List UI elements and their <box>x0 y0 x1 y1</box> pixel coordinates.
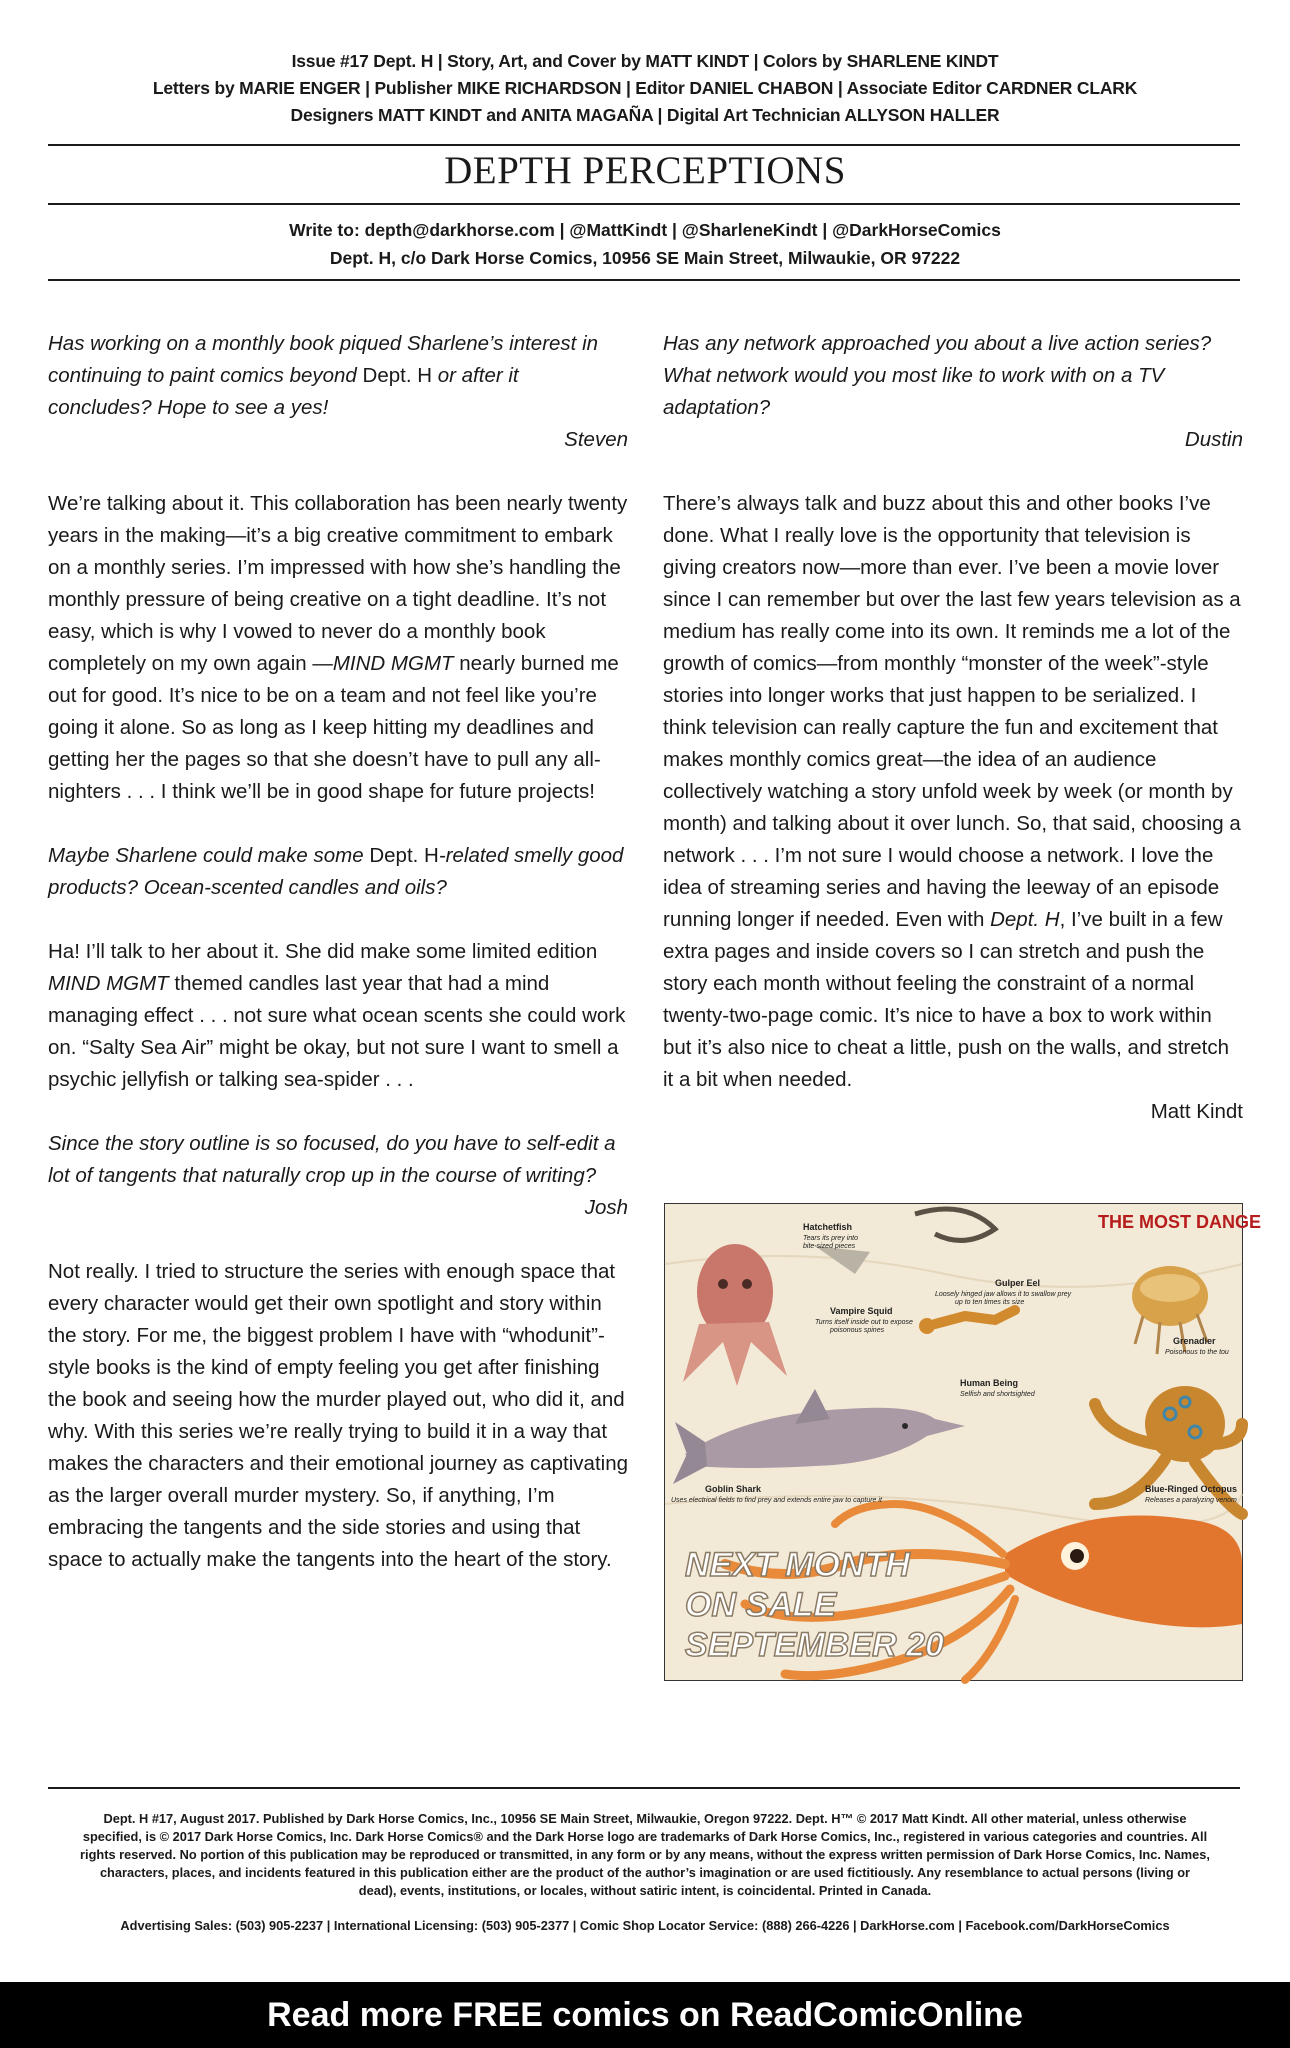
creature-label: Goblin Shark <box>705 1484 762 1494</box>
page-title: DEPTH PERCEPTIONS <box>444 149 846 192</box>
divider <box>48 279 1240 281</box>
reader-signature: Dustin <box>1184 428 1243 451</box>
creature-label: Blue-Ringed Octopus <box>1145 1484 1237 1494</box>
contact-line: Dept. H, c/o Dark Horse Comics, 10956 SE Main Street, Milwaukie, OR 97222 <box>329 248 961 268</box>
creator-answer: There’s always talk and buzz about this and other books I’ve done. What I really love is the opportunity that television is giving creators now—more than ever. I’ve been a movie lover since I can remember but over the last few years television as a medium has really come into its own. It reminds me a lot of the growth of comics—from monthly “monster of the week”-style stories into longer works that just happen to be serialized. I think television can really capture the fun and excitement that makes monthly comics great—the idea of an audience collectively watching a story unfold week by week (or month by month) and talking about it over lunch. So, that said, choosing a network . . . I’m not sure I would choose a network. I love the idea of streaming series and having the leeway of an episode running longer if needed. Even with Dept. H, I’ve built in a few extra pages and inside covers so I can stretch and push the story each month without feeling the constraint of a normal twenty-two-page comic. It’s nice to have a box to work within but it’s also nice to cheat a little, push on the walls, and stretch it a bit when needed. <box>663 492 1241 1091</box>
promo-callout-line: ON SALE <box>685 1586 837 1624</box>
creature-label: Grenadier <box>1173 1336 1216 1346</box>
reader-question: Maybe Sharlene could make some Dept. H-related smelly good products? Ocean-scented candles and oils? <box>48 844 624 899</box>
creator-answer: Ha! I’ll talk to her about it. She did make some limited edition MIND MGMT themed candles last year that had a mind managing effect . . . not sure what ocean scents she could work on. “Salty Sea Air” might be okay, but not sure I want to smell a psychic jellyfish or talking sea-spider . . . <box>48 940 626 1091</box>
creature-label: Gulper Eel <box>995 1278 1041 1288</box>
creature-desc: Loosely hinged jaw allows it to swallow prey <box>935 1291 1072 1298</box>
creature-desc: poisonous spines <box>830 1327 885 1334</box>
credits-block <box>0 48 1290 129</box>
credits-line: Letters by MARIE ENGER | Publisher MIKE RICHARDSON | Editor DANIEL CHABON | Associate Editor CARDNER CLARK <box>152 78 1138 98</box>
reader-question: Has any network approached you about a live action series? What network would you most like to work with on a TV adaptation? <box>663 332 1212 419</box>
contact-line: Write to: depth@darkhorse.com | @MattKindt | @SharleneKindt | @DarkHorseComics <box>289 220 1001 240</box>
legal-notice: Dept. H #17, August 2017. Published by Dark Horse Comics, Inc., 10956 SE Main Street, Milwaukie, Oregon 97222. Dept. H™ © 2017 Matt Kindt. All other material, unless otherwise specified, is © 2017 Dark Horse Comics, Inc. Dark Horse Comics® and the Dark Horse logo are trademarks of Dark Horse Comics, Inc., registered in various categories and countries. All rights reserved. No portion of this publication may be reproduced or transmitted, in any form or by any means, without the express written permission of Dark Horse Comics, Inc. Names, characters, places, and incidents featured in this publication either are the product of the author’s imagination or are used fictitiously. Any resemblance to actual persons (living or dead), events, institutions, or locales, without satiric intent, is coincidental. Printed in Canada. <box>80 1811 1210 1898</box>
creature-label: Hatchetfish <box>803 1222 853 1232</box>
creature-desc: Poisonous to the tou <box>1165 1349 1229 1356</box>
creature-desc: up to ten times its size <box>955 1299 1025 1306</box>
divider <box>48 203 1240 205</box>
letters-left-column <box>48 328 628 1576</box>
creature-desc: bite-sized pieces <box>803 1243 856 1250</box>
letters-right-column <box>663 328 1243 1128</box>
creature-desc: Uses electrical fields to find prey and extends entire jaw to capture it <box>671 1497 882 1504</box>
promo-banner-link[interactable]: Read more FREE comics on ReadComicOnline <box>0 1982 1290 2048</box>
reader-question: Has working on a monthly book piqued Sharlene’s interest in continuing to paint comics beyond Dept. H or after it concludes? Hope to see a yes! <box>48 332 599 419</box>
creator-answer: Not really. I tried to structure the series with enough space that every character would get their own spotlight and story within the story. For me, the biggest problem I have with “whodunit”-style books is the kind of empty feeling you get after finishing the book and seeing how the murder played out, who did it, and why. With this series we’re really trying to build it in a way that makes the characters and their emotional journey as captivating as the larger overall murder mystery. So, if anything, I’m embracing the tangents and the side stories and using that space to actually make the tangents into the heart of the story. <box>48 1260 629 1571</box>
reader-signature: Josh <box>584 1196 628 1219</box>
promo-callout-line: NEXT MONTH <box>685 1546 910 1584</box>
credits-line: Issue #17 Dept. H | Story, Art, and Cover by MATT KINDT | Colors by SHARLENE KINDT <box>291 51 999 71</box>
contact-footer: Advertising Sales: (503) 905-2237 | International Licensing: (503) 905-2377 | Comic Shop Locator Service: (888) 266-4226 | DarkHorse.com | Facebook.com/DarkHorseComics <box>120 1918 1170 1933</box>
divider <box>48 1787 1240 1789</box>
creature-label: Vampire Squid <box>830 1306 893 1316</box>
creature-desc: Releases a paralyzing venom <box>1145 1497 1237 1504</box>
creature-desc: Tears its prey into <box>803 1235 858 1242</box>
reader-question: Since the story outline is so focused, do you have to self-edit a lot of tangents that naturally crop up in the course of writing? <box>48 1132 616 1187</box>
creature-desc: Selfish and shortsighted <box>960 1391 1035 1398</box>
creature-desc: Turns itself inside out to expose <box>815 1319 913 1326</box>
divider <box>48 144 1240 146</box>
next-month-promo <box>664 1203 1262 1681</box>
credits-line: Designers MATT KINDT and ANITA MAGAÑA | Digital Art Technician ALLYSON HALLER <box>290 105 1000 125</box>
promo-illustration <box>665 1204 1262 1680</box>
creature-label: Human Being <box>960 1378 1019 1388</box>
creator-answer: We’re talking about it. This collaboration has been nearly twenty years in the making—it’s a big creative commitment to embark on a monthly series. I’m impressed with how she’s handling the monthly pressure of being creative on a tight deadline. It’s not easy, which is why I vowed to never do a monthly book completely on my own again —MIND MGMT nearly burned me out for good. It’s nice to be on a team and not feel like you’re going it alone. So as long as I keep hitting my deadlines and getting her the pages so that she doesn’t have to pull any all-nighters . . . I think we’ll be in good shape for future projects! <box>48 492 628 803</box>
reader-signature: Steven <box>564 428 628 451</box>
author-signature: Matt Kindt <box>1150 1100 1243 1123</box>
promo-callout-line: SEPTEMBER 20 <box>685 1626 944 1664</box>
contact-block <box>0 216 1290 272</box>
promo-header: THE MOST DANGE <box>1098 1212 1262 1232</box>
